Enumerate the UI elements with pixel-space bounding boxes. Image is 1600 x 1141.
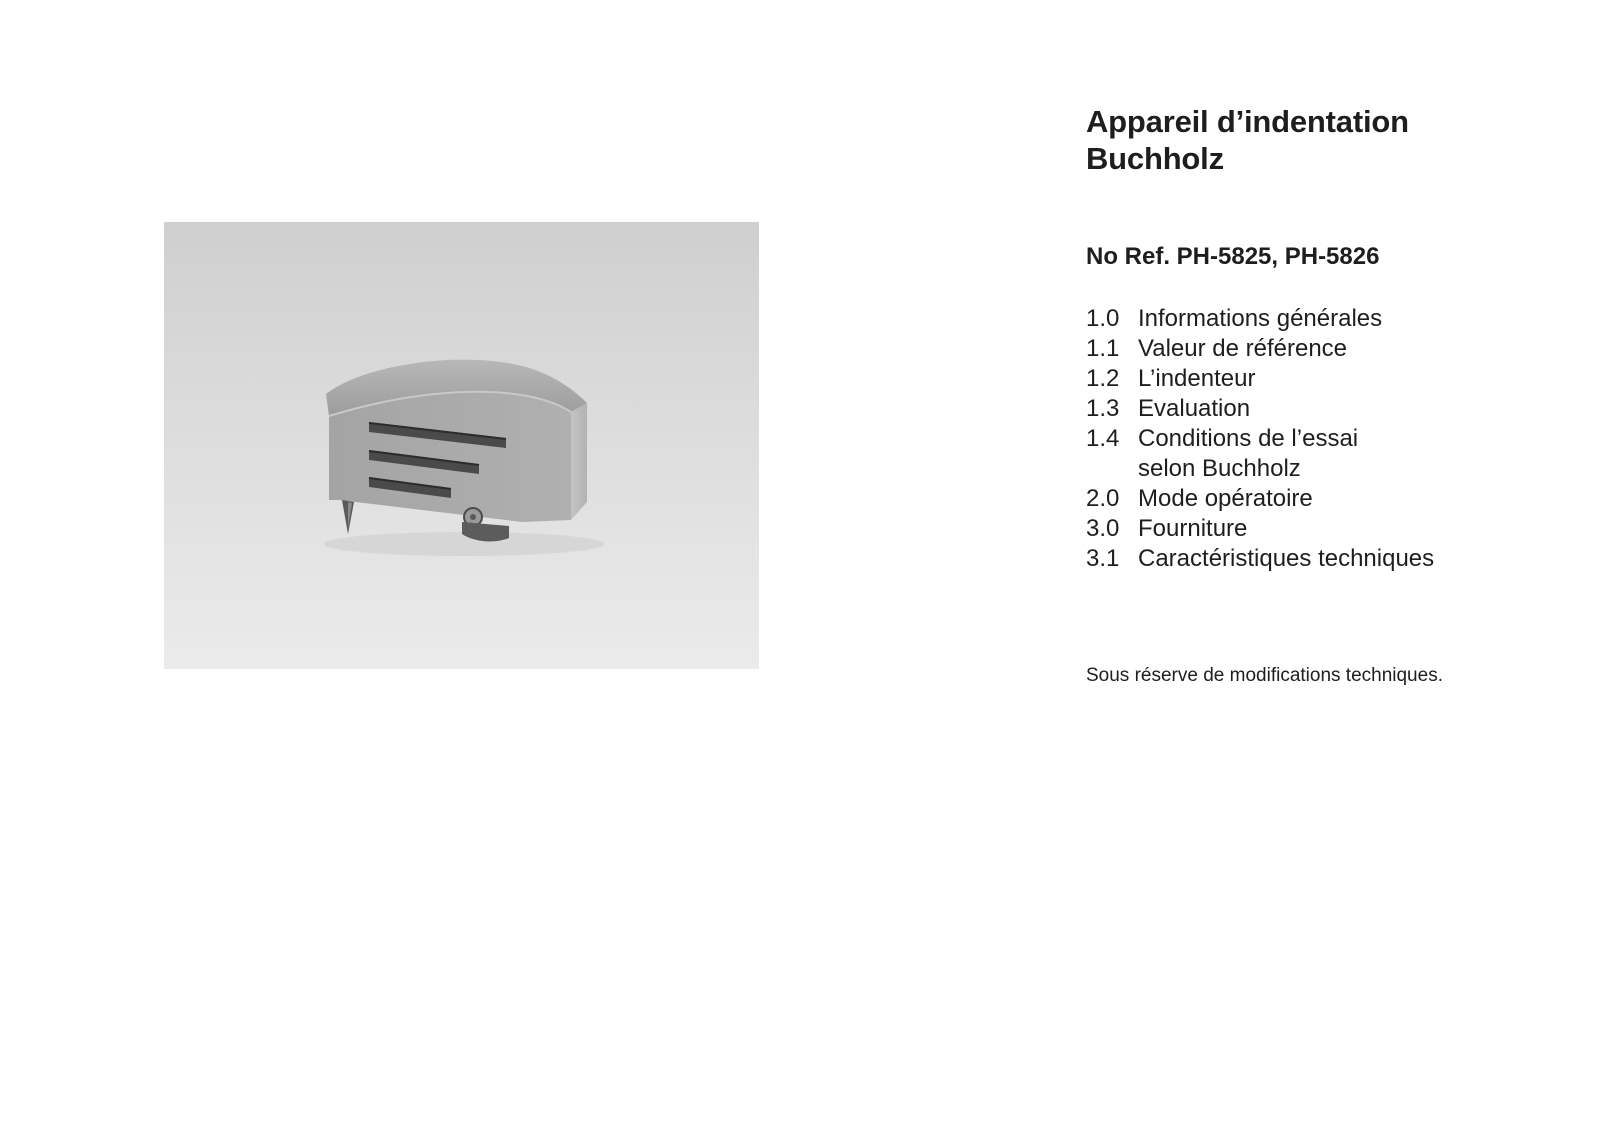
toc-item-number: 1.3 xyxy=(1086,395,1120,422)
toc-item-number: 2.0 xyxy=(1086,485,1120,512)
buchholz-indentation-device-icon xyxy=(164,222,759,669)
toc-item-label: Evaluation xyxy=(1138,395,1251,422)
toc-item-label: Caractéristiques techniques xyxy=(1138,545,1435,572)
toc-item xyxy=(1086,304,1434,334)
document-title-line-2: Buchholz xyxy=(1086,141,1224,176)
document-title-line-1: Appareil d’indentation xyxy=(1086,104,1409,139)
toc-item xyxy=(1086,514,1434,544)
toc-item-label: Mode opératoire xyxy=(1138,485,1313,512)
toc-item-number: 3.0 xyxy=(1086,515,1120,542)
toc-item-number: 1.4 xyxy=(1086,425,1120,452)
toc-item-number xyxy=(1086,454,1138,484)
toc-item xyxy=(1086,394,1434,424)
toc-item-number: 1.2 xyxy=(1086,365,1120,392)
document-title xyxy=(1086,103,1409,177)
toc-item-number: 3.1 xyxy=(1086,545,1120,572)
toc-item xyxy=(1086,424,1434,454)
toc-item-label: Valeur de référence xyxy=(1138,335,1348,362)
toc-item-number: 1.0 xyxy=(1086,305,1120,332)
toc-item-label: L’indenteur xyxy=(1138,365,1256,392)
toc-item-label: selon Buchholz xyxy=(1138,455,1301,482)
table-of-contents xyxy=(1086,304,1434,574)
toc-item-label: Conditions de l’essai xyxy=(1138,425,1359,452)
toc-item xyxy=(1086,484,1434,514)
toc-item xyxy=(1086,334,1434,364)
toc-item xyxy=(1086,364,1434,394)
toc-item-number: 1.1 xyxy=(1086,335,1120,362)
product-photo xyxy=(164,222,759,669)
toc-item xyxy=(1086,544,1434,574)
reference-number: No Ref. PH-5825, PH-5826 xyxy=(1086,243,1380,270)
technical-notice: Sous réserve de modifications techniques. xyxy=(1086,665,1443,686)
toc-item-continuation xyxy=(1086,454,1434,484)
toc-item-label: Fourniture xyxy=(1138,515,1248,542)
toc-item-label: Informations générales xyxy=(1138,305,1383,332)
